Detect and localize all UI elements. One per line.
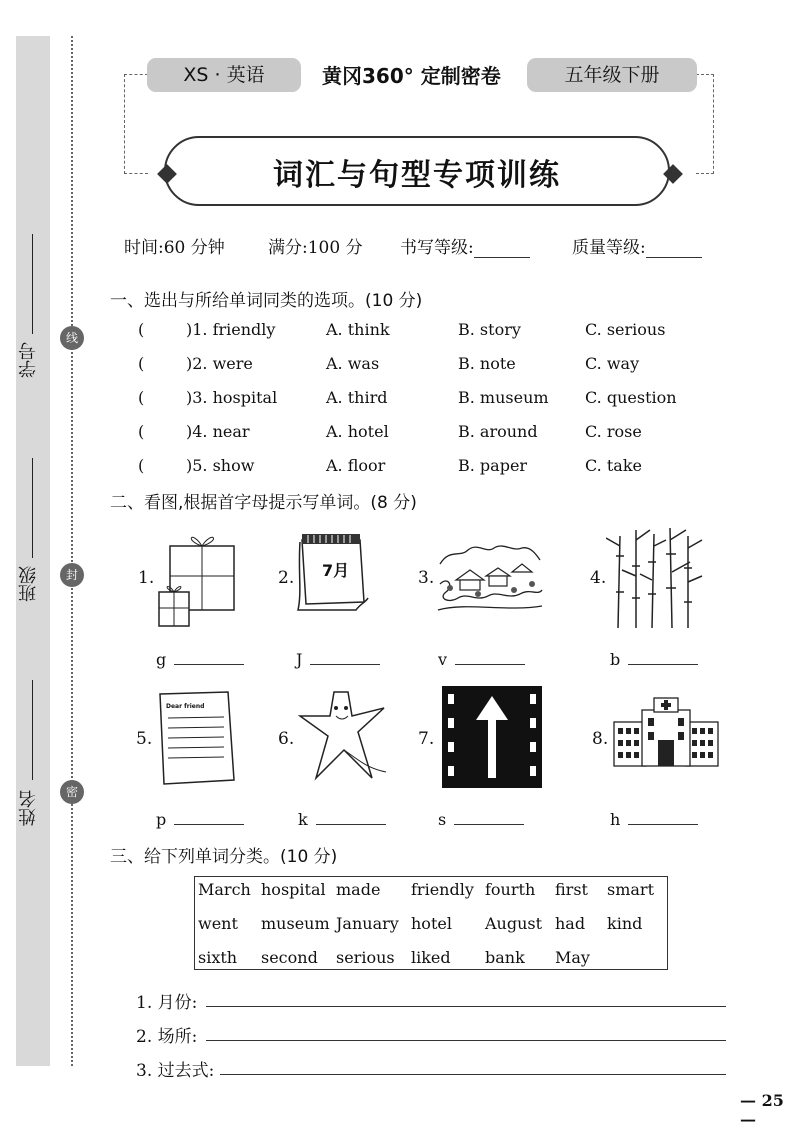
- picture-number: 8.: [592, 729, 609, 749]
- answer-line[interactable]: [316, 813, 386, 825]
- question-word: )4. near: [186, 422, 250, 441]
- gift-boxes-icon: [156, 526, 238, 630]
- option-a: A. hotel: [326, 422, 389, 441]
- hint-letter: b: [610, 650, 621, 669]
- option-b: B. story: [458, 320, 521, 339]
- answer-line[interactable]: [174, 653, 244, 665]
- question-word: )3. hospital: [186, 388, 278, 407]
- answer-paren[interactable]: (: [138, 354, 145, 373]
- binding-line: [32, 680, 33, 780]
- word: serious: [336, 948, 395, 967]
- word: fourth: [485, 880, 536, 899]
- quality-grade: [572, 233, 702, 258]
- hint-letter: J: [296, 650, 303, 669]
- hint-letter: s: [438, 810, 447, 829]
- option-b: B. paper: [458, 456, 528, 475]
- picture-number: 7.: [418, 729, 435, 749]
- hint-letter: k: [298, 810, 308, 829]
- answer-paren[interactable]: (: [138, 320, 145, 339]
- word: hospital: [261, 880, 326, 899]
- writing-grade: [400, 233, 530, 258]
- binding-strip: [16, 36, 50, 1066]
- word: hotel: [411, 914, 452, 933]
- hospital-icon: [610, 696, 722, 772]
- answer-h: [610, 810, 698, 829]
- answer-line[interactable]: [455, 653, 525, 665]
- option-a: A. think: [326, 320, 390, 339]
- paper-text: Dear friend: [166, 703, 205, 710]
- answer-line[interactable]: [454, 813, 524, 825]
- picture-number: 4.: [590, 568, 607, 588]
- bamboo-icon: [606, 526, 704, 630]
- quality-grade-label: 质量等级:: [572, 238, 646, 258]
- category-places: 2. 场所:: [136, 1027, 198, 1047]
- option-a: A. third: [326, 388, 388, 407]
- writing-grade-blank[interactable]: [474, 242, 530, 258]
- binding-line: [32, 234, 33, 334]
- section1-title: 一、选出与所给单词同类的选项。(10 分): [110, 291, 423, 311]
- word: liked: [411, 948, 451, 967]
- word: museum: [261, 914, 330, 933]
- word: January: [336, 914, 399, 933]
- word: August: [485, 914, 543, 933]
- binding-line: [32, 458, 33, 558]
- word: sixth: [198, 948, 238, 967]
- category-answer-line[interactable]: [220, 1074, 726, 1075]
- hint-letter: h: [610, 810, 621, 829]
- word: bank: [485, 948, 525, 967]
- picture-number: 5.: [136, 729, 153, 749]
- word: friendly: [411, 880, 474, 899]
- option-a: A. floor: [326, 456, 386, 475]
- answer-v: [438, 650, 525, 669]
- name-label: 姓名: [18, 790, 39, 826]
- page-number: — 25 —: [740, 1091, 784, 1124]
- seal-secret: 密: [60, 780, 84, 804]
- answer-line[interactable]: [628, 653, 698, 665]
- category-answer-line[interactable]: [206, 1040, 726, 1041]
- word: smart: [607, 880, 654, 899]
- straight-sign-icon: [442, 686, 542, 788]
- student-id-label: 学号: [18, 342, 39, 378]
- option-c: C. serious: [585, 320, 666, 339]
- answer-s: [438, 810, 524, 829]
- seal-line: 线: [60, 326, 84, 350]
- word: May: [555, 948, 590, 967]
- quality-grade-blank[interactable]: [646, 242, 702, 258]
- hint-letter: p: [156, 810, 167, 829]
- answer-p: [156, 810, 244, 829]
- question-word: )5. show: [186, 456, 255, 475]
- word: kind: [607, 914, 643, 933]
- time-info: 时间:60 分钟: [124, 238, 225, 258]
- hint-letter: v: [438, 650, 448, 669]
- answer-g: [156, 650, 244, 669]
- option-c: C. take: [585, 456, 642, 475]
- answer-J: [296, 650, 380, 669]
- category-months: 1. 月份:: [136, 993, 198, 1013]
- paper-icon: [154, 690, 238, 786]
- answer-paren[interactable]: (: [138, 456, 145, 475]
- picture-number: 6.: [278, 729, 295, 749]
- answer-paren[interactable]: (: [138, 422, 145, 441]
- page-title: 词汇与句型专项训练: [273, 158, 561, 193]
- picture-number: 2.: [278, 568, 295, 588]
- answer-line[interactable]: [628, 813, 698, 825]
- grade-pill: 五年级下册: [527, 58, 697, 92]
- option-b: B. note: [458, 354, 516, 373]
- question-word: )1. friendly: [186, 320, 276, 339]
- cut-line: [71, 36, 73, 1066]
- word: had: [555, 914, 586, 933]
- writing-grade-label: 书写等级:: [400, 238, 474, 258]
- answer-b: [610, 650, 698, 669]
- question-word: )2. were: [186, 354, 253, 373]
- option-a: A. was: [326, 354, 380, 373]
- subject-pill: XS · 英语: [147, 58, 301, 92]
- village-icon: [436, 540, 544, 614]
- option-c: C. way: [585, 354, 640, 373]
- calendar-text: 7月: [322, 561, 350, 580]
- brand-text: 黄冈360° 定制密卷: [322, 64, 501, 88]
- header-bracket-left: [124, 74, 148, 174]
- category-past-tense: 3. 过去式:: [136, 1061, 215, 1081]
- picture-number: 3.: [418, 568, 435, 588]
- answer-paren[interactable]: (: [138, 388, 145, 407]
- word: went: [198, 914, 238, 933]
- section2-title: 二、看图,根据首字母提示写单词。(8 分): [110, 493, 417, 513]
- hint-letter: g: [156, 650, 167, 669]
- word: first: [555, 880, 588, 899]
- word: made: [336, 880, 381, 899]
- category-answer-line[interactable]: [206, 1006, 726, 1007]
- class-label: 班级: [18, 566, 39, 602]
- word: March: [198, 880, 251, 899]
- header-bracket-right: [696, 74, 714, 174]
- answer-line[interactable]: [174, 813, 244, 825]
- option-b: B. museum: [458, 388, 549, 407]
- seal-seal: 封: [60, 563, 84, 587]
- section3-title: 三、给下列单词分类。(10 分): [110, 847, 338, 867]
- option-b: B. around: [458, 422, 538, 441]
- picture-number: 1.: [138, 568, 155, 588]
- answer-k: [298, 810, 386, 829]
- calendar-icon: [296, 532, 372, 614]
- option-c: C. question: [585, 388, 677, 407]
- word: second: [261, 948, 318, 967]
- answer-line[interactable]: [310, 653, 380, 665]
- kite-icon: [296, 686, 390, 786]
- score-info: 满分:100 分: [268, 238, 363, 258]
- option-c: C. rose: [585, 422, 642, 441]
